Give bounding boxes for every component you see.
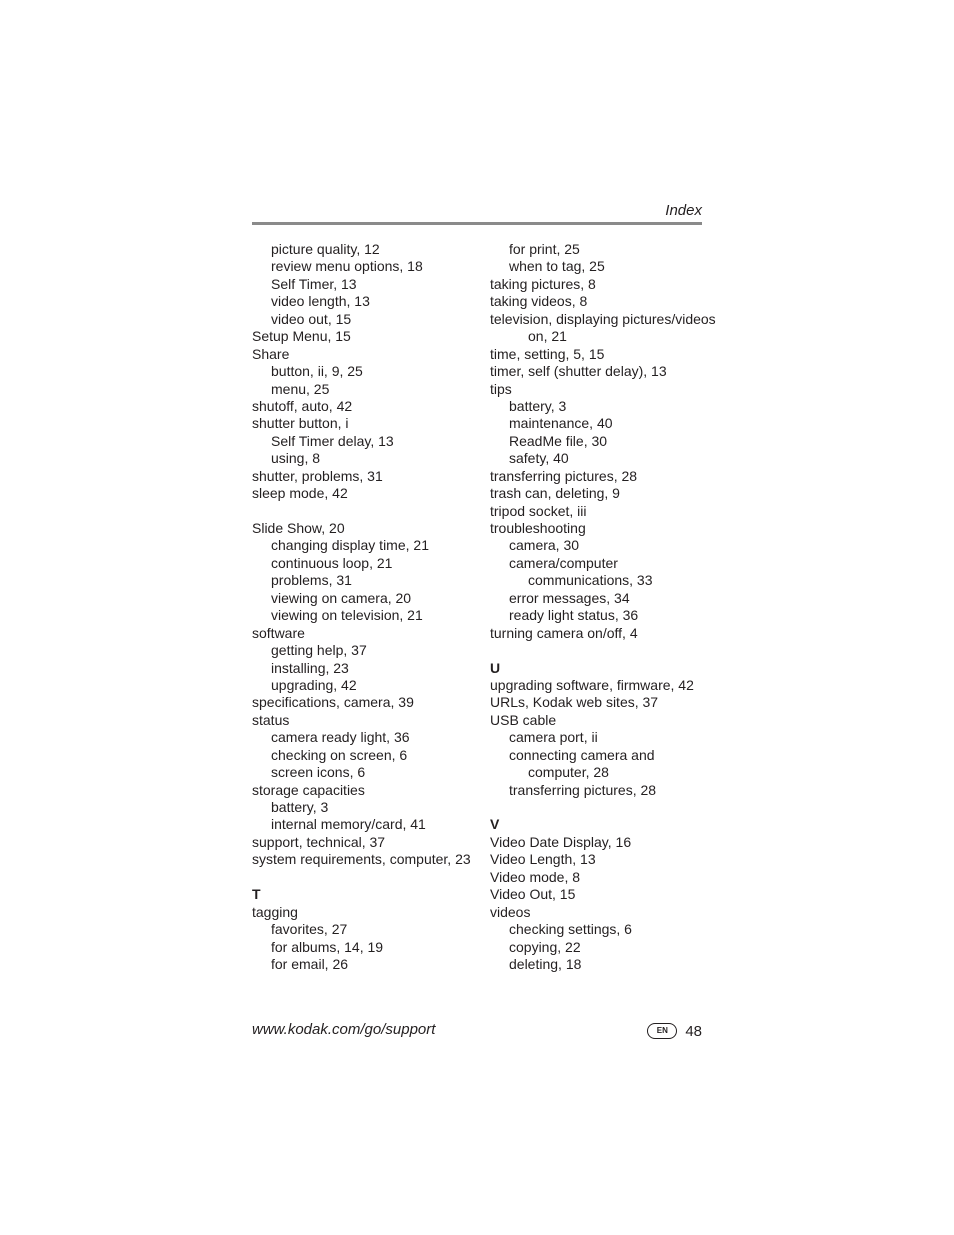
index-entry: Share <box>252 345 290 362</box>
index-subentry: Self Timer, 13 <box>271 275 357 292</box>
index-entry: turning camera on/off, 4 <box>490 624 638 641</box>
index-subentry: when to tag, 25 <box>509 258 605 275</box>
index-subentry: viewing on television, 21 <box>271 607 423 624</box>
index-entry: Setup Menu, 15 <box>252 328 351 345</box>
index-entry: URLs, Kodak web sites, 37 <box>490 694 659 711</box>
index-entry: support, technical, 37 <box>252 833 386 850</box>
index-subentry: copying, 22 <box>509 938 581 955</box>
index-subentry: maintenance, 40 <box>509 415 613 432</box>
index-subentry: viewing on camera, 20 <box>271 589 412 606</box>
index-entry: videos <box>490 903 531 920</box>
index-subentry: ReadMe file, 30 <box>509 432 608 449</box>
index-subentry: error messages, 34 <box>509 589 630 606</box>
index-subentry: continuous loop, 21 <box>271 554 393 571</box>
index-entry: timer, self (shutter delay), 13 <box>490 363 667 380</box>
index-entry: specifications, camera, 39 <box>252 694 414 711</box>
index-subentry: on, 21 <box>528 328 567 345</box>
index-subentry: favorites, 27 <box>271 921 348 938</box>
index-spacer <box>252 869 477 886</box>
index-subentry: transferring pictures, 28 <box>509 781 657 798</box>
index-entry: Video mode, 8 <box>490 868 581 885</box>
footer-page-info <box>600 1021 702 1041</box>
index-subentry: internal memory/card, 41 <box>271 816 426 833</box>
language-badge: EN <box>647 1023 677 1039</box>
index-entry: time, setting, 5, 15 <box>490 345 605 362</box>
header-rule <box>252 222 702 225</box>
index-entry: tips <box>490 380 512 397</box>
index-entry: status <box>252 711 290 728</box>
page-header-title: Index <box>665 202 702 219</box>
index-subentry: connecting camera and <box>509 746 655 763</box>
index-subentry: deleting, 18 <box>509 955 582 972</box>
index-section-letter: V <box>490 816 500 833</box>
index-subentry: changing display time, 21 <box>271 537 429 554</box>
index-spacer <box>490 642 720 659</box>
index-subentry: camera port, ii <box>509 729 598 746</box>
index-entry: transferring pictures, 28 <box>490 467 638 484</box>
index-subentry: button, ii, 9, 25 <box>271 363 363 380</box>
index-subentry: checking on screen, 6 <box>271 746 408 763</box>
index-entry: troubleshooting <box>490 520 586 536</box>
index-subentry: battery, 3 <box>509 397 567 414</box>
index-subentry: video out, 15 <box>271 310 352 327</box>
index-subentry: for email, 26 <box>271 955 349 972</box>
index-subentry: picture quality, 12 <box>271 241 380 257</box>
index-entry: television, displaying pictures/videos <box>490 310 716 327</box>
index-entry: shutter, problems, 31 <box>252 467 383 484</box>
index-subentry: battery, 3 <box>271 799 329 815</box>
index-subentry: Self Timer delay, 13 <box>271 432 394 449</box>
footer-url: www.kodak.com/go/support <box>252 1021 436 1038</box>
index-entry: Video Length, 13 <box>490 851 596 868</box>
index-subentry: review menu options, 18 <box>271 258 423 275</box>
index-subentry: video length, 13 <box>271 293 370 310</box>
index-spacer <box>252 503 477 520</box>
index-entry: Video Out, 15 <box>490 886 576 903</box>
index-subentry: computer, 28 <box>528 764 609 781</box>
index-subentry: for albums, 14, 19 <box>271 938 384 955</box>
index-entry: system requirements, computer, 23 <box>252 851 471 868</box>
index-entry: tripod socket, iii <box>490 502 587 519</box>
index-entry: shutoff, auto, 42 <box>252 397 353 414</box>
index-entry: Video Date Display, 16 <box>490 833 632 850</box>
index-subentry: upgrading, 42 <box>271 676 357 693</box>
index-subentry: problems, 31 <box>271 572 352 589</box>
index-subentry: checking settings, 6 <box>509 921 632 938</box>
index-subentry: screen icons, 6 <box>271 764 366 781</box>
index-spacer <box>490 799 720 816</box>
index-entry: Slide Show, 20 <box>252 520 345 536</box>
index-entry: taking videos, 8 <box>490 293 588 310</box>
page-number: 48 <box>685 1022 702 1040</box>
index-entry: taking pictures, 8 <box>490 275 596 292</box>
index-subentry: communications, 33 <box>528 572 653 589</box>
index-entry: storage capacities <box>252 781 365 798</box>
index-subentry: using, 8 <box>271 450 321 467</box>
index-subentry: camera, 30 <box>509 537 580 554</box>
index-subentry: installing, 23 <box>271 659 349 676</box>
index-entry: sleep mode, 42 <box>252 485 348 502</box>
index-subentry: menu, 25 <box>271 380 330 397</box>
index-subentry: camera ready light, 36 <box>271 729 410 746</box>
index-entry: shutter button, i <box>252 415 349 432</box>
index-subentry: for print, 25 <box>509 241 580 257</box>
index-entry: USB cable <box>490 711 557 728</box>
index-subentry: safety, 40 <box>509 450 569 467</box>
index-section-letter: T <box>252 886 261 903</box>
index-column-right <box>490 241 720 973</box>
index-column-left <box>252 241 477 973</box>
index-subentry: camera/computer <box>509 554 618 571</box>
index-subentry: getting help, 37 <box>271 642 367 659</box>
index-section-letter: U <box>490 659 501 676</box>
index-entry: tagging <box>252 903 298 920</box>
index-entry: upgrading software, firmware, 42 <box>490 676 694 693</box>
index-subentry: ready light status, 36 <box>509 607 639 624</box>
index-entry: trash can, deleting, 9 <box>490 485 620 502</box>
index-entry: software <box>252 624 305 641</box>
